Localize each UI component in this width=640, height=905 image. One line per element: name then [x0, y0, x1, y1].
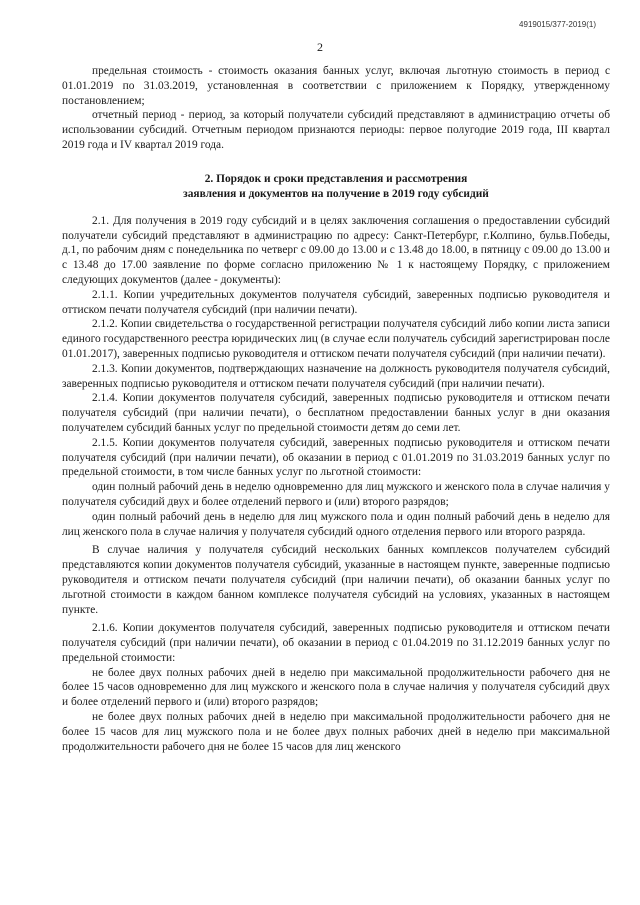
body-paragraph: 2.1.4. Копии документов получателя субсидий, заверенных подписью руководителя и оттиском печати получателя субсидий (при наличии печати), о бесплатном предоставлении банных услуг в дни оказания получателем субсидий банных услуг по предельной стоимости детям до семи лет.: [62, 392, 610, 434]
body-paragraph: В случае наличия у получателя субсидий нескольких банных комплексов получателем субсидий представляются копии документов получателя субсидий, указанные в настоящем пункте, заверенные подписью руководителя и оттиском печати получателя субсидий (при наличии печати), об оказании банных услуг по льготной стоимости в каждом банном комплексе получателя субсидий на условиях, указанных в настоящем пункте.: [62, 544, 610, 616]
document-body: [62, 64, 610, 754]
body-paragraph: 2.1.3. Копии документов, подтверждающих назначение на должность руководителя получателя субсидий, заверенных подписью руководителя и оттиском печати получателя субсидий (при наличии печати).: [62, 362, 610, 390]
body-paragraph: 2.1.5. Копии документов получателя субсидий, заверенных подписью руководителя и оттиском печати получателя субсидий (при наличии печати), об оказании в период с 01.01.2019 по 31.03.2019 банных услуг по предельной стоимости, в том числе банных услуг по льготной стоимости:: [62, 436, 610, 479]
body-paragraph: 2.1. Для получения в 2019 году субсидий и в целях заключения соглашения о предоставлении субсидий получатели субсидий представляют в администрацию по адресу: Санкт-Петербург, г.Колпино, бульв.Победы, д.1, по рабочим дням с понедельника по четверг с 09.00 до 13.00 и с 13.48 до 18.00, в пятницу с 09.00 до 13.00 и с 13.48 до 17.00 заявление по форме согласно приложению № 1 к настоящему Порядку, с приложением следующих документов (далее - документы):: [62, 214, 610, 286]
document-id: 4919015/377-2019(1): [519, 20, 596, 29]
body-paragraph: один полный рабочий день в неделю одновременно для лиц мужского и женского пола в случае наличия у получателя субсидий двух и более отделений первого и (или) второго разрядов;: [62, 481, 610, 508]
body-paragraph: 2.1.1. Копии учредительных документов получателя субсидий, заверенных подписью руководителя и оттиском печати получателя субсидий (при наличии печати).: [62, 288, 610, 316]
section-heading: [62, 172, 610, 202]
body-paragraph: 2.1.6. Копии документов получателя субсидий, заверенных подписью руководителя и оттиском печати получателя субсидий (при наличии печати), об оказании в период с 01.04.2019 по 31.12.2019 банных услуг по предельной стоимости:: [62, 622, 610, 664]
section-heading-line: заявления и документов на получение в 2019 году субсидий: [183, 187, 489, 200]
body-paragraph: не более двух полных рабочих дней в неделю при максимальной продолжительности рабочего дня не более 15 часов для лиц мужского пола и не более двух полных рабочих дней в неделю при максимальной продолжительности рабочего дня не более 15 часов для лиц женского: [62, 711, 610, 753]
body-paragraph: один полный рабочий день в неделю для лиц мужского пола и один полный рабочий день в неделю для лиц женского пола в случае наличия у получателя субсидий одного отделения первого или второго разряда.: [62, 510, 610, 538]
section-heading-line: 2. Порядок и сроки представления и рассмотрения: [204, 172, 468, 185]
definition-paragraph: отчетный период - период, за который получатели субсидий представляют в администрацию отчеты об использовании субсидий. Отчетным периодом признаются периоды: первое полугодие 2019 года, III квартал 2019 года и IV квартал 2019 года.: [62, 109, 610, 151]
definition-paragraph: предельная стоимость - стоимость оказания банных услуг, включая льготную стоимость в период с 01.01.2019 по 31.03.2019, установленная в соответствии с приложением к Порядку, утвержденному постановлением;: [62, 65, 610, 107]
body-paragraph: 2.1.2. Копии свидетельства о государственной регистрации получателя субсидий либо копии листа записи единого государственного реестра юридических лиц (в случае если получатель субсидий зарегистрирован после 01.01.2017), заверенных подписью руководителя и оттиском печати получателя субсидий (при наличии печати).: [62, 318, 610, 360]
page-number: 2: [317, 40, 323, 54]
body-paragraph: не более двух полных рабочих дней в неделю при максимальной продолжительности рабочего дня не более 15 часов одновременно для лиц мужского и женского пола в случае наличия у получателя субсидий двух и более отделений первого и (или) второго разрядов;: [62, 666, 610, 709]
